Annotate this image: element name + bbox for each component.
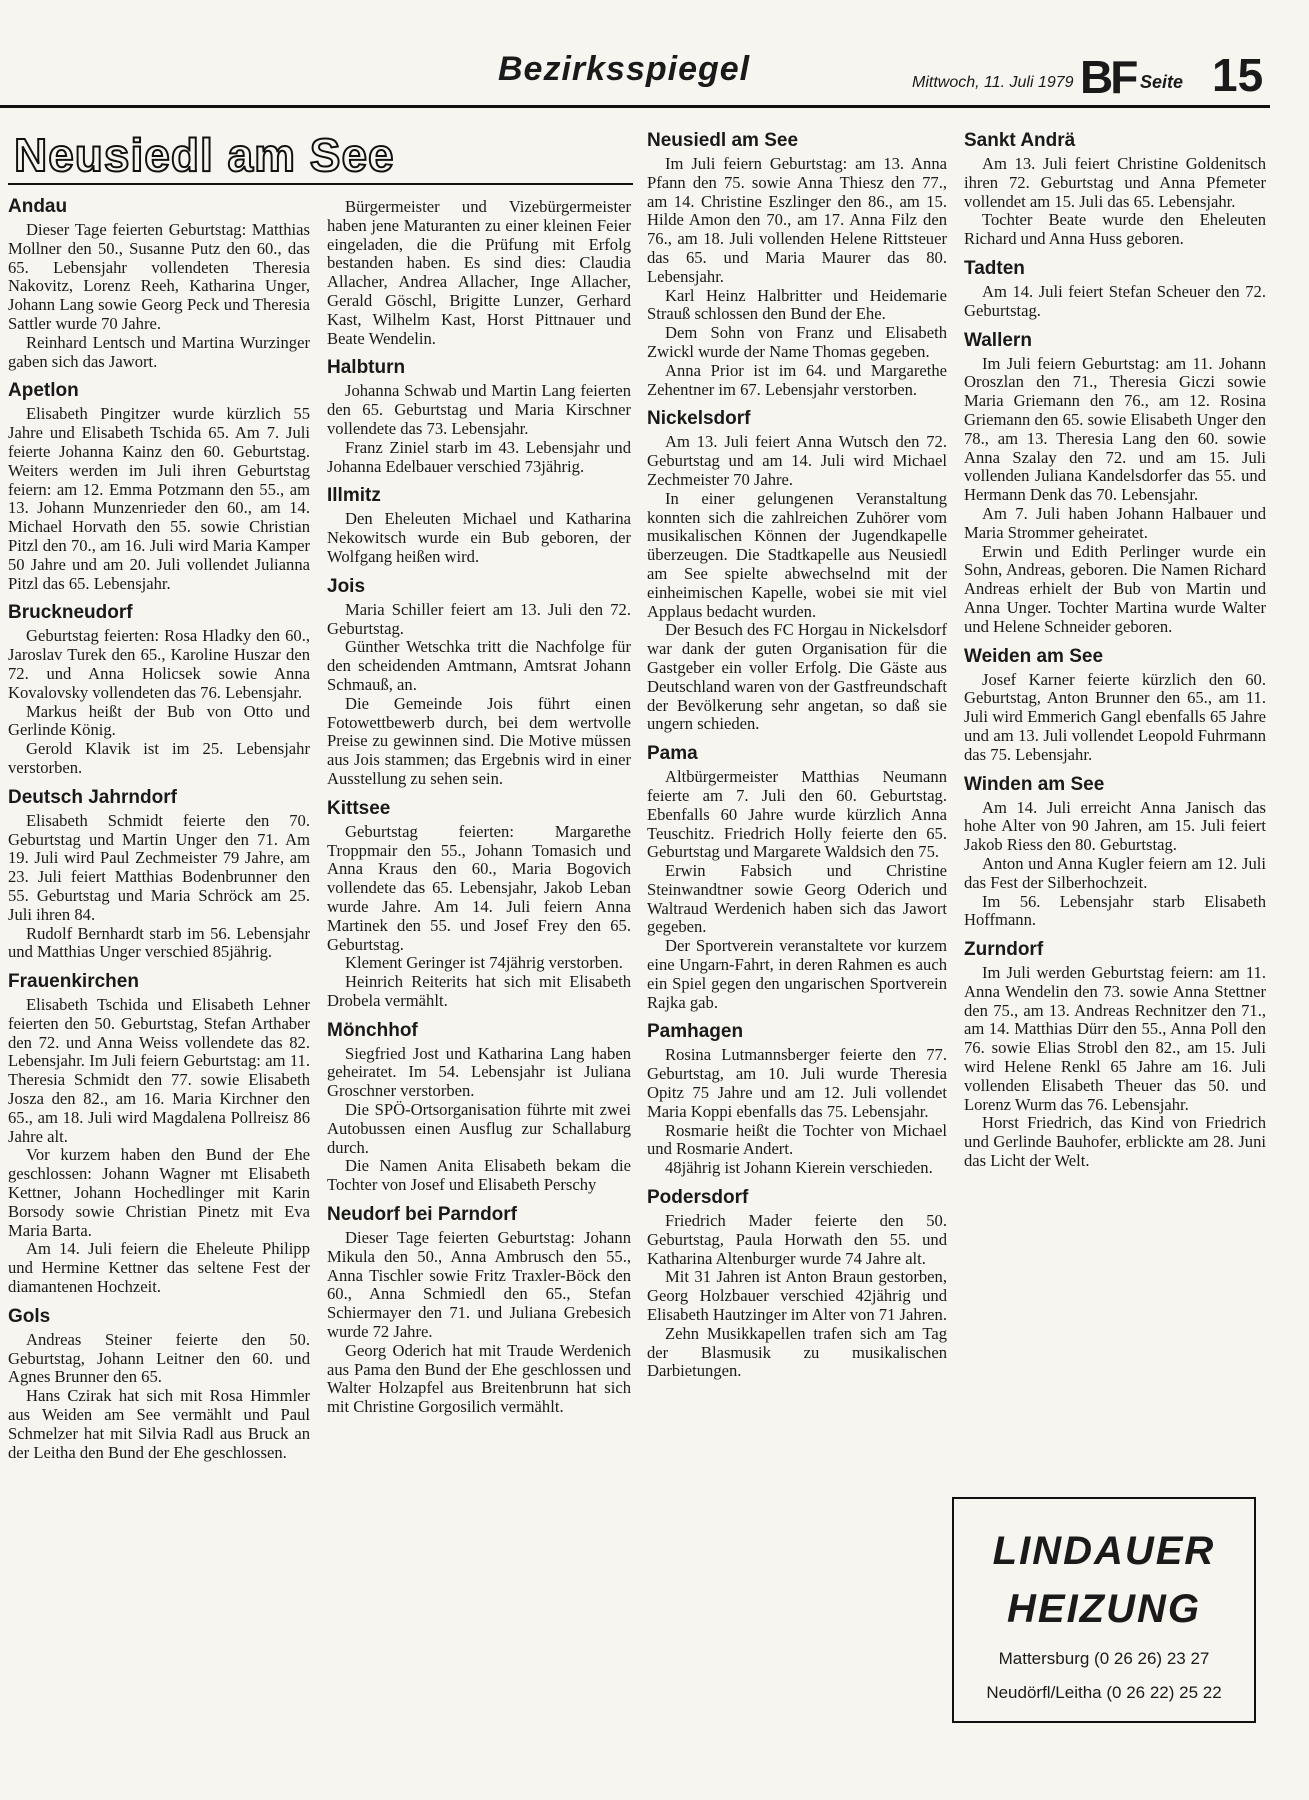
- news-paragraph: Den Eheleuten Michael und Katharina Nekowitsch wurde ein Bub geboren, der Wolfgang heißen wird.: [327, 509, 631, 566]
- news-paragraph: Im 56. Lebensjahr starb Elisabeth Hoffmann.: [964, 891, 1266, 930]
- ad-contact-mattersburg: Mattersburg (0 26 26) 23 27: [998, 1649, 1210, 1668]
- news-item: [327, 1020, 631, 1195]
- masthead: [0, 44, 1270, 108]
- town-heading: Wallern: [964, 329, 1032, 351]
- news-paragraph: Am 14. Juli feiert Stefan Scheuer den 72. Geburtstag.: [964, 281, 1266, 320]
- issue-date: Mittwoch, 11. Juli 1979: [912, 74, 1074, 91]
- column-4: [964, 130, 1266, 1180]
- town-heading: Winden am See: [964, 773, 1105, 795]
- news-item: [964, 774, 1266, 931]
- section-title: Bezirksspiegel: [498, 50, 751, 88]
- news-paragraph: Vor kurzem haben den Bund der Ehe geschlossen: Johann Wagner mt Elisabeth Kettner, Johann Hochedlinger mit Karin Borsody sowie Christian Pinetz mit Eva Maria Barta.: [8, 1145, 310, 1240]
- news-paragraph: Dieser Tage feierten Geburtstag: Matthias Mollner den 50., Susanne Putz den 60., das 65. Lebensjahr vollendeten Theresia Nakovitz, Lorenz Reeh, Katharina Unger, Johann Lang sowie Georg Peck und Theresia Sattler wurde 70 Jahre.: [8, 220, 310, 333]
- advertisement: [952, 1497, 1256, 1723]
- news-paragraph: Am 14. Juli feiern die Eheleute Philipp und Hermine Kettner das seltene Fest der diamantenen Hochzeit.: [8, 1239, 310, 1297]
- town-heading: Pamhagen: [647, 1021, 744, 1043]
- town-heading: Neudorf bei Parndorf: [327, 1204, 518, 1226]
- news-item: [8, 787, 310, 962]
- news-paragraph: Klement Geringer ist 74jährig verstorben.: [345, 953, 623, 973]
- news-paragraph: Im Juli feiern Geburtstag: am 11. Johann Oroszlan den 71., Theresia Giczi sowie Maria Griemann den 76., am 12. Rosina Griemann den 65. sowie Elisabeth Unger den 78., am 13. Theresia Lang den 60. sowie Anna Szalay den 72. und am 15. Juli vollenden Juliana Kandelsdorfer das 55. und Hermann Denk das 70. Lebensjahr.: [964, 353, 1266, 505]
- news-paragraph: Erwin Fabsich und Christine Steinwandtner sowie Georg Oderich und Waltraud Werdenich haben sich das Jawort gegeben.: [647, 861, 947, 937]
- news-paragraph: In einer gelungenen Veranstaltung konnten sich die zahlreichen Zuhörer vom musikalischen Können der Jugendkapelle überzeugen. Die Stadtkapelle aus Neusiedl am See spielte abwechselnd mit der einheimischen Kapelle, wobei sie mit viel Applaus bedacht wurden.: [647, 488, 947, 621]
- masthead-rule: [0, 105, 1270, 108]
- town-heading: Pama: [647, 743, 698, 765]
- news-paragraph: Markus heißt der Bub von Otto und Gerlinde König.: [8, 701, 310, 740]
- news-paragraph: Zehn Musikkapellen trafen sich am Tag der Blasmusik zu musikalischen Darbietungen.: [647, 1323, 947, 1381]
- town-heading: Tadten: [964, 257, 1025, 279]
- news-paragraph: Tochter Beate wurde den Eheleuten Richard und Anna Huss geboren.: [964, 210, 1266, 249]
- town-heading: Apetlon: [8, 380, 79, 402]
- news-paragraph: Gerold Klavik ist im 25. Lebensjahr verstorben.: [8, 739, 310, 777]
- news-item: [964, 330, 1266, 637]
- news-item: [647, 1021, 947, 1178]
- page-label: Seite: [1140, 72, 1184, 92]
- news-item: [8, 380, 310, 593]
- news-paragraph: Elisabeth Schmidt feierte den 70. Geburtstag und Martin Unger den 71. Am 19. Juli wird Paul Zechmeister 79 Jahre, am 23. Juli feiert Matthias Bodenbrunner den 55. Geburtstag und Maria Schröck am 25. Juli ihren 84.: [8, 810, 310, 924]
- column-1: [8, 196, 310, 1471]
- news-paragraph: Johanna Schwab und Martin Lang feierten den 65. Geburtstag und Maria Kirschner vollendete das 73. Lebensjahr.: [327, 381, 631, 438]
- town-heading: Deutsch Jahrndorf: [8, 786, 177, 808]
- news-paragraph: Am 14. Juli erreicht Anna Janisch das hohe Alter von 90 Jahren, am 15. Juli feiert Jakob Riess den 80. Geburtstag.: [964, 797, 1266, 855]
- news-item: [8, 971, 310, 1297]
- town-heading: Mönchhof: [327, 1019, 418, 1041]
- town-heading: Nickelsdorf: [647, 408, 751, 430]
- town-heading: Jois: [327, 575, 366, 597]
- page-number: 15: [1212, 49, 1264, 101]
- news-paragraph: Maria Schiller feiert am 13. Juli den 72. Geburtstag.: [327, 599, 631, 638]
- news-paragraph: Franz Ziniel starb im 43. Lebensjahr und Johanna Edelbauer verschied 73jährig.: [327, 437, 631, 476]
- news-paragraph: Die Gemeinde Jois führt einen Fotowettbewerb durch, bei dem wertvolle Preise zu gewinnen sind. Die Motive müssen aus Jois stammen; das Ergebnis wird in einer Ausstellung zu sehen sein.: [327, 693, 631, 788]
- news-paragraph: Georg Oderich hat mit Traude Werdenich aus Pama den Bund der Ehe geschlossen und Walter Holzapfel aus Breitenbrunn hat sich mit Christine Gorgosilich vermählt.: [327, 1340, 631, 1417]
- news-paragraph: Reinhard Lentsch und Martina Wurzinger gaben sich das Jawort.: [8, 332, 310, 371]
- news-paragraph: Rosina Lutmannsberger feierte den 77. Geburtstag, am 10. Juli wurde Theresia Opitz 75 Jahre und am 12. Juli vollendet Maria Koppi ebenfalls das 75. Lebensjahr.: [647, 1045, 947, 1121]
- news-paragraph: Karl Heinz Halbritter und Heidemarie Strauß schlossen den Bund der Ehe.: [647, 285, 947, 324]
- news-paragraph: Josef Karner feierte kürzlich den 60. Geburtstag, Anton Brunner den 65., am 11. Juli wird Emmerich Gangl ebenfalls 65 Jahre und am 13. Juli vollendet Leopold Fuhrmann das 75. Lebensjahr.: [964, 669, 1266, 764]
- town-heading: Bruckneudorf: [8, 602, 133, 624]
- news-paragraph: Die Namen Anita Elisabeth bekam die Tochter von Josef und Elisabeth Perschy: [327, 1156, 631, 1195]
- column-3: [647, 130, 947, 1390]
- news-paragraph: Horst Friedrich, das Kind von Friedrich und Gerlinde Bauhofer, erblickte am 28. Juni das Licht der Welt.: [964, 1113, 1266, 1171]
- news-paragraph: Siegfried Jost und Katharina Lang haben geheiratet. Im 54. Lebensjahr ist Juliana Groschner verstorben.: [327, 1043, 631, 1101]
- news-item: [647, 1187, 947, 1381]
- news-item: [647, 743, 947, 1012]
- news-item: [327, 1204, 631, 1417]
- region-title: Neusiedl am See: [14, 129, 395, 181]
- town-heading: Kittsee: [327, 797, 391, 819]
- news-paragraph: Günther Wetschka tritt die Nachfolge für den scheidenden Amtmann, Amtsrat Johann Schmauß, an.: [327, 637, 631, 694]
- news-item: [327, 357, 631, 476]
- town-heading: Illmitz: [327, 485, 381, 507]
- news-item: [647, 408, 947, 734]
- news-paragraph: Hans Czirak hat sich mit Rosa Himmler aus Weiden am See vermählt und Paul Schmelzer hat mit Silvia Radl aus Bruck an der Leitha den Bund der Ehe geschlossen.: [8, 1386, 310, 1462]
- town-heading: Zurndorf: [964, 939, 1044, 961]
- region-rule: [8, 183, 633, 185]
- news-item: [8, 196, 310, 371]
- news-paragraph: Elisabeth Pingitzer wurde kürzlich 55 Jahre und Elisabeth Tschida 65. Am 7. Juli feierte Johanna Kainz den 60. Geburtstag. Weiters werden im Juli ihren Geburtstag feiern: am 12. Emma Potzmann den 55., am 13. Johann Munzenrieder den 60., am 14. Michael Horvath den 55. sowie Christian Pitzl den 70., am 16. Juli wird Maria Kamper 50 Jahre und am 20. Juli vollendet Julianna Pitzl das 65. Lebensjahr.: [8, 404, 310, 593]
- news-paragraph: Am 7. Juli haben Johann Halbauer und Maria Strommer geheiratet.: [964, 503, 1266, 542]
- news-paragraph: Im Juli feiern Geburtstag: am 13. Anna Pfann den 75. sowie Anna Thiesz den 77., am 14. Christine Eszlinger den 86., am 15. Hilde Amon den 70., am 17. Anna Filz den 76., am 18. Juli vollenden Helene Rittsteuer das 65. und Maria Maurer das 80. Lebensjahr.: [647, 154, 947, 286]
- town-heading: Andau: [8, 196, 68, 217]
- news-paragraph: Der Sportverein veranstaltete vor kurzem eine Ungarn-Fahrt, in deren Rahmen es auch ein Spiel gegen den ungarischen Sportverein Rajka gab.: [647, 936, 947, 1012]
- newspaper-logo: BF: [1080, 51, 1136, 103]
- news-item: [964, 646, 1266, 765]
- news-paragraph: Geburtstag feierten: Margarethe Troppmair den 55., Johann Tomasich und Anna Kraus den 60., Maria Bogovich vollendete das 65. Lebensjahr, Jakob Leban wurde Jahre. Am 14. Juli feiern Anna Martinek den 55. und Josef Frey den 65. Geburtstag.: [327, 821, 631, 954]
- news-paragraph: Altbürgermeister Matthias Neumann feierte am 7. Juli den 60. Geburtstag. Ebenfalls 60 Jahre wurde kürzlich Anna Teuschitz. Friedrich Holly feierte den 65. Geburtstag und Margarete Waldsich den 75.: [647, 767, 947, 862]
- town-heading: Podersdorf: [647, 1187, 749, 1209]
- ad-company-name: LINDAUER: [992, 1529, 1216, 1573]
- news-paragraph: Rosmarie heißt die Tochter von Michael und Rosmarie Andert.: [647, 1120, 947, 1159]
- news-paragraph: Bürgermeister und Vizebürgermeister haben jene Maturanten zu einer kleinen Feier eingeladen, die die Prüfung mit Erfolg bestanden haben. Es sind dies: Claudia Allacher, Andrea Allacher, Inge Allacher, Gerald Göschl, Brigitte Lunzer, Gerhard Kast, Wilhelm Kast, Horst Pittnauer und Beate Wendelin.: [327, 197, 631, 348]
- ad-company-type: HEIZUNG: [1007, 1587, 1201, 1631]
- news-paragraph: Anton und Anna Kugler feiern am 12. Juli das Fest der Silberhochzeit.: [964, 853, 1266, 892]
- column-2: [327, 198, 631, 1426]
- news-paragraph: Friedrich Mader feierte den 50. Geburtstag, Paula Horwath den 55. und Katharina Altenburger wurde 74 Jahre alt.: [647, 1211, 947, 1268]
- news-item: [647, 130, 947, 399]
- town-heading: Neusiedl am See: [647, 130, 799, 151]
- news-paragraph: 48jährig ist Johann Kierein verschieden.: [665, 1158, 933, 1178]
- news-paragraph: Dem Sohn von Franz und Elisabeth Zwickl wurde der Name Thomas gegeben.: [647, 323, 947, 361]
- news-paragraph: Heinrich Reiterits hat sich mit Elisabeth Drobela vermählt.: [327, 972, 631, 1010]
- news-item: [8, 1306, 310, 1463]
- news-paragraph: Dieser Tage feierten Geburtstag: Johann Mikula den 50., Anna Ambrusch den 55., Anna Tischler sowie Fritz Traxler-Böck den 60., Anna Schmiedl den 65., Stefan Schiermayer den 71. und Juliana Grebesich wurde 72 Jahre.: [327, 1228, 631, 1342]
- news-paragraph: Geburtstag feierten: Rosa Hladky den 60., Jaroslav Turek den 65., Karoline Huszar den 72. und Anna Holicsek sowie Anna Kovalovsky vollendeten das 76. Lebensjahr.: [8, 626, 310, 702]
- news-paragraph: Am 13. Juli feiert Christine Goldenitsch ihren 72. Geburtstag und Anna Pfemeter vollendet am 15. Juli das 65. Lebensjahr.: [964, 154, 1266, 211]
- news-paragraph: Erwin und Edith Perlinger wurde ein Sohn, Andreas, geboren. Die Namen Richard Andreas erhielt der Bub von Martin und Anna Unger. Tochter Martina wurde Walter und Helene Schneider geboren.: [964, 541, 1266, 636]
- news-paragraph: Andreas Steiner feierte den 50. Geburtstag, Johann Leitner den 60. und Agnes Brunner den 65.: [8, 1329, 310, 1387]
- news-item: [8, 602, 310, 777]
- news-paragraph: Elisabeth Tschida und Elisabeth Lehner feierten den 50. Geburtstag, Stefan Arthaber den 72. und Anna Weiss vollendete das 82. Lebensjahr. Im Juli feiern Geburtstag: am 11. Theresia Schmidt den 77. sowie Elisabeth Josza den 82., am 16. Maria Kirchner den 65., am 18. Juli wird Magdalena Pollreisz 86 Jahre alt.: [8, 995, 310, 1146]
- news-paragraph: Mit 31 Jahren ist Anton Braun gestorben, Georg Holzbauer verschied 42jährig und Elisabeth Hautzinger im Alter von 71 Jahren.: [647, 1267, 947, 1325]
- news-item: [964, 258, 1266, 321]
- news-paragraph: Der Besuch des FC Horgau in Nickelsdorf war dank der guten Organisation für die Gastgeber ein voller Erfolg. Die Gäste aus Deutschland waren von der Gastfreundschaft der Bevölkerung sehr angetan, so daß sie ungern schieden.: [647, 620, 947, 734]
- town-heading: Frauenkirchen: [8, 971, 139, 993]
- town-heading: Weiden am See: [964, 645, 1104, 667]
- news-item: [964, 130, 1266, 249]
- news-item: [327, 485, 631, 566]
- news-item: [964, 939, 1266, 1171]
- town-heading: Halbturn: [327, 357, 406, 379]
- news-item: [327, 576, 631, 789]
- town-heading: Sankt Andrä: [964, 130, 1076, 151]
- news-paragraph: Anna Prior ist im 64. und Margarethe Zehentner im 67. Lebensjahr verstorben.: [647, 360, 947, 399]
- news-item: [327, 798, 631, 1011]
- news-paragraph: Am 13. Juli feiert Anna Wutsch den 72. Geburtstag und am 14. Juli wird Michael Zechmeister 70 Jahre.: [647, 432, 947, 489]
- news-paragraph: Die SPÖ-Ortsorganisation führte mit zwei Autobussen einen Ausflug zur Schallaburg durch.: [327, 1100, 631, 1157]
- town-heading: Gols: [8, 1305, 51, 1327]
- news-item: [327, 198, 631, 348]
- news-paragraph: Im Juli werden Geburtstag feiern: am 11. Anna Wendelin den 73. sowie Anna Stettner den 75., am 13. Andreas Rechnitzer den 71., am 14. Matthias Dürr den 55., Anna Poll den 76. sowie Elias Strobl den 82., am 15. Juli wird Helene Renkl 65 Jahre am 16. Juli vollenden Elisabeth Theuer das 50. und Lorenz Wurm das 76. Lebensjahr.: [964, 963, 1266, 1114]
- news-paragraph: Rudolf Bernhardt starb im 56. Lebensjahr und Matthias Unger verschied 85jährig.: [8, 923, 310, 962]
- ad-contact-neudoerfl: Neudörfl/Leitha (0 26 22) 25 22: [986, 1683, 1222, 1702]
